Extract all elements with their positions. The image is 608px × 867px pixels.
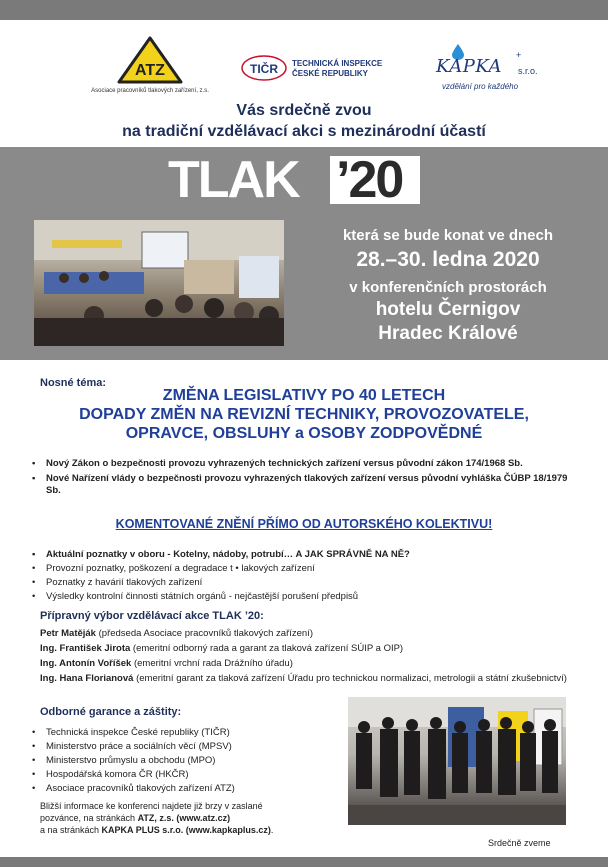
ticr-mark-text: TIČR [250,62,278,76]
headline-line2: DOPADY ZMĚN NA REVIZNÍ TECHNIKY, PROVOZOVATELE, [79,406,529,423]
more-info [40,800,340,836]
committee-heading: Přípravný výbor vzdělávací akce TLAK ’20: [40,610,264,622]
member-role: (emeritní garant za tlaková zařízení Úřadu pro technickou normalizaci, metrologii a státní zkušebnictví) [133,673,567,684]
event-venue-intro: v konferenčních prostorách [349,279,547,296]
list-item: • Ministerstvo průmyslu a obchodu (MPO) [28,754,338,768]
committee-list [40,627,570,687]
invite-line2: na tradiční vzdělávací akci s mezinárodní účastí [122,123,486,140]
ticr-name [292,59,382,79]
kapka-word: KAPKA [436,56,503,77]
kapka-sro: s.r.o. [518,66,538,76]
list-item: • Aktuální poznatky v oboru - Kotelny, nádoby, potrubí… A JAK SPRÁVNĚ NA NĚ? [28,548,568,562]
info-text: pozvánce, na stránkách [40,813,138,823]
list-item: • Výsledky kontrolní činnosti státních orgánů - nejčastější porušení předpisů [28,590,568,604]
member-name: Petr Matěják [40,628,96,639]
event-intro: která se bude konat ve dnech [342,227,554,244]
ticr-badge-icon [240,54,288,82]
member-role: (předseda Asociace pracovníků tlakových zařízení) [95,628,314,639]
member-role: (emeritní vrchní rada Drážního úřadu) [131,658,293,669]
ticr-line1: TECHNICKÁ INSPEKCE [292,59,383,68]
list-item: • Poznatky z havárií tlakových zařízení [28,576,568,590]
info-text: a na stránkách [40,825,102,835]
atz-logo [60,36,240,94]
kapka-plus: + [516,50,522,60]
garance-heading: Odborné garance a záštity: [40,706,182,718]
group-photo [348,697,566,825]
closing-text: Srdečně zveme [488,838,551,848]
tlak-year: ’20 [336,151,403,209]
bottom-grey-band [0,857,608,867]
law-list [28,458,568,500]
info-text: . [270,825,274,835]
ticr-line2: ČESKÉ REPUBLIKY [292,69,369,78]
committee-member [40,672,570,685]
info-line3 [40,824,340,836]
headline-line3: OPRAVCE, OBSLUHY a OSOBY ZODPOVĚDNÉ [125,425,483,442]
invite-heading [0,100,608,142]
commentary-banner: KOMENTOVANÉ ZNĚNÍ PŘÍMO OD AUTORSKÉHO KOLEKTIVU! [115,517,493,531]
atz-mark-text: ATZ [135,62,165,79]
atz-triangle-icon [117,36,183,84]
list-item: • Nové Nařízení vlády o bezpečnosti provozu vyhrazených tlakových zařízení versus původní vyhláška ČÚBP 18/1979 Sb. [28,473,568,497]
list-item: • Provozní poznatky, poškození a degradace t • lakových zařízení [28,562,568,576]
ticr-logo [240,54,410,84]
headline-line1: ZMĚNA LEGISLATIVY PO 40 LETECH [162,387,446,404]
list-item: • Asociace pracovníků tlakových zařízení ATZ) [28,782,338,796]
tlak-word: TLAK [168,151,299,209]
kapka-logo [436,44,576,94]
atz-caption: Asociace pracovníků tlakových zařízení, z.s. [91,88,209,94]
atz-link[interactable]: ATZ, z.s. (www.atz.cz) [137,813,231,823]
invite-line1: Vás srdečně zvou [236,102,372,119]
info-line1: Bližší informace ke konferenci najdete již brzy v zaslané [40,801,263,811]
list-item: • Technická inspekce České republiky (TIČR) [28,726,338,740]
topic-list [28,548,568,604]
committee-member [40,627,570,640]
committee-member [40,642,570,655]
kapka-link[interactable]: KAPKA PLUS s.r.o. (www.kapkaplus.cz) [101,825,271,835]
kapka-tagline: vzdělání pro každého [442,82,519,91]
member-name: Ing. František Jirota [40,643,131,654]
event-info [300,226,596,346]
list-item: • Ministerstvo práce a sociálních věcí (MPSV) [28,740,338,754]
list-item: • Hospodářská komora ČR (HKČR) [28,768,338,782]
member-role: (emeritní odborný rada a garant za tlaková zařízení SÚIP a OIP) [130,643,404,654]
member-name: Ing. Hana Florianová [40,673,134,684]
event-dates: 28.–30. ledna 2020 [356,248,540,271]
event-city: Hradec Králové [378,323,518,344]
top-grey-band [0,0,608,20]
theme-label: Nosné téma: [40,377,107,389]
conference-photo [34,220,284,346]
committee-member [40,657,570,670]
info-line2 [40,812,340,824]
theme-headline [0,386,608,443]
tlak-title [168,153,420,207]
list-item: • Nový Zákon o bezpečnosti provozu vyhrazených technických zařízení versus původní zákon 174/1968 Sb. [28,458,568,470]
garance-list [28,726,338,796]
member-name: Ing. Antonín Voříšek [40,658,132,669]
event-hotel: hotelu Černigov [375,299,521,320]
